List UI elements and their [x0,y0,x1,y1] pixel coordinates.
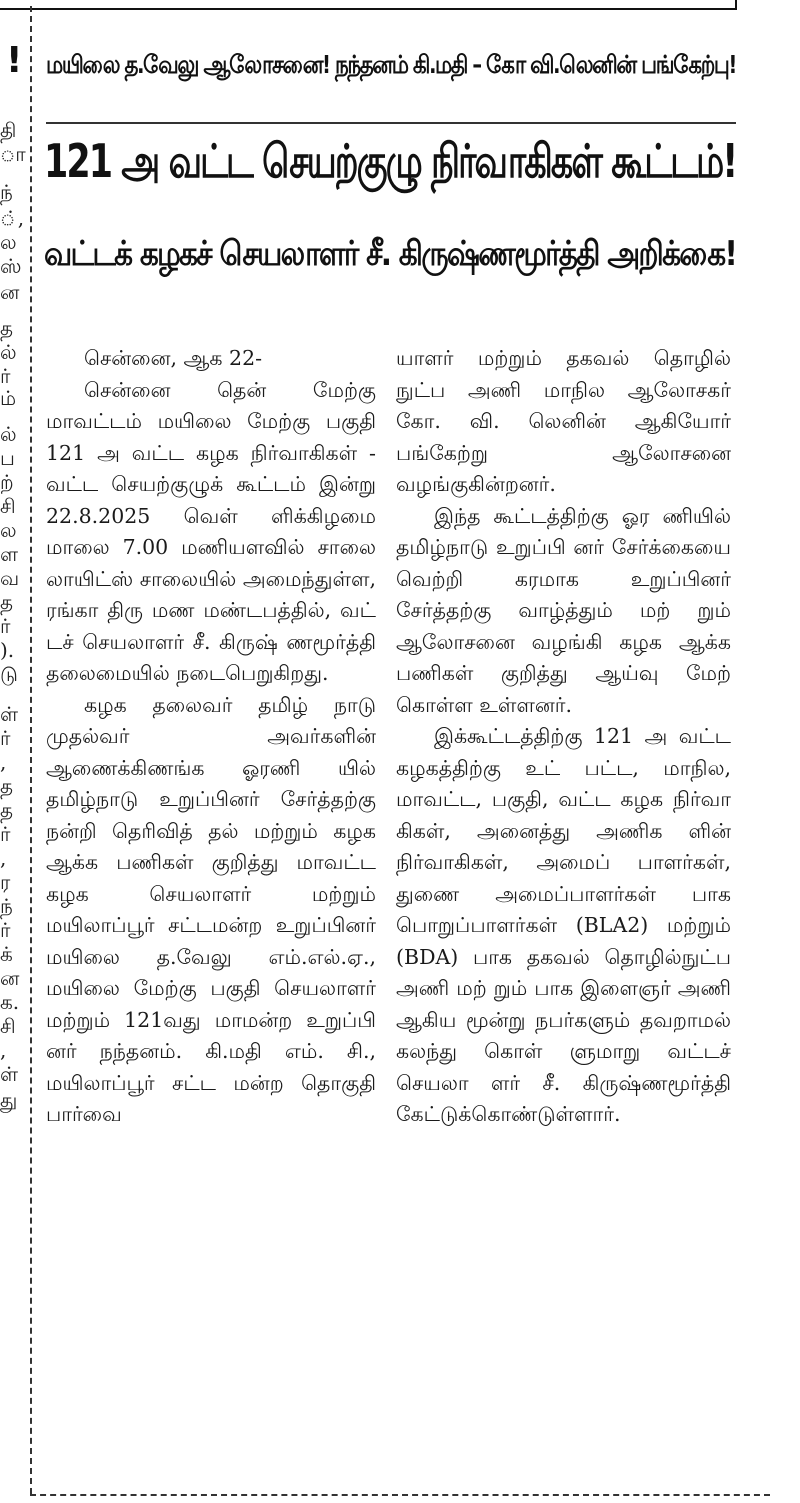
bottom-divider-dashed [30,1494,770,1496]
sub-headline: வட்டக் கழகச் செயலாளர் சீ. கிருஷ்ணமூர்த்தி அறிக்கை! [44,234,737,274]
fragment-line: க. [0,990,20,1014]
fragment-line: ர் [0,726,11,750]
fragment-line: ந் [0,894,13,918]
fragment-exclamation: ! [6,40,23,81]
fragment-line: டு [0,662,18,686]
fragment-line: த [0,590,14,614]
fragment-line: த [0,316,14,340]
fragment-line: , [0,846,7,870]
fragment-line: , [0,750,7,774]
fragment-line: தி [0,118,17,142]
fragment-line: ன [0,280,20,304]
column-divider-dashed [30,6,32,1494]
kicker-headline: மயிலை த.வேலு ஆலோசனை! நந்தனம் கி.மதி – கோ வி.லெனின் பங்கேற்பு! [46,50,736,79]
fragment-line: ர் [0,614,11,638]
fragment-line: ர் [0,822,11,846]
fragment-line: ள் [0,702,19,726]
article-column-left [46,343,376,1131]
article-paragraph: இக்கூட்டத்திற்கு 121 அ வட்ட கழகத்திற்கு உட் பட்ட, மாநில, மாவட்ட, பகுதி, வட்ட கழக நிர்வா கிகள், அனைத்து அணிக ளின் நிர்வாகிகள், அமைப் பாளர்கள், துணை அமைப்பாளர்கள் பாக பொறுப்பாளர்கள் (BLA2) மற்றும் (BDA) பாக தகவல் தொழில்நுட்ப அணி மற் றும் பாக இளைஞர் அணி ஆகிய மூன்று நபர்களும் தவறாமல் கலந்து கொள் ளுமாறு வட்டச் செயலா ளர் சீ. கிருஷ்ணமூர்த்தி கேட்டுக்கொண்டுள்ளார். [396,724,731,1126]
fragment-line: , [0,1038,7,1062]
fragment-line: ள் [0,1062,19,1086]
fragment-line: ர் [0,364,11,388]
fragment-line: க் [0,942,13,966]
fragment-line: ம் [0,386,17,410]
article-paragraph: கழக தலைவர் தமிழ் நாடு முதல்வர் அவர்களின் ஆணைக்கிணங்க ஓரணி யில் தமிழ்நாடு உறுப்பினர் சேர்த்தற்கு நன்றி தெரிவித் தல் மற்றும் கழக ஆக்க பணிகள் குறித்து மாவட்ட கழக செயலாளர் மற்றும் மயிலாப்பூர் சட்டமன்ற உறுப்பினர் மயிலை த.வேலு எம்.எல்.ஏ., மயிலை மேற்கு பகுதி செயலாளர் மற்றும் 121வது மாமன்ற உறுப்பி னர் நந்தனம். கி.மதி எம். சி., மயிலாப்பூர் சட்ட மன்ற தொகுதி பார்வை [46,692,376,1126]
kicker-rule [46,122,736,124]
fragment-line: ற் [0,470,14,494]
fragment-line: ஸ் [0,254,22,278]
top-border-rule [0,0,735,10]
fragment-line: ள [0,542,19,566]
adjacent-article-fragment [0,30,28,1480]
fragment-line: ல [0,230,17,254]
fragment-line: ). [0,638,15,662]
fragment-line: த [0,798,14,822]
fragment-line: ல் [0,422,17,446]
fragment-line: ல [0,518,17,542]
fragment-line: சி [0,1014,16,1038]
fragment-line: ா [0,142,26,166]
article-column-right [396,343,731,1131]
main-headline: 121 அ வட்ட செயற்குழு நிர்வாகிகள் கூட்டம்! [44,134,737,188]
article-dateline: சென்னை, ஆக 22- [84,346,263,370]
fragment-line: வ [0,566,20,590]
article-paragraph: சென்னை தென் மேற்கு மாவட்டம் மயிலை மேற்கு பகுதி 121 அ வட்ட கழக நிர்வாகிகள் - வட்ட செயற்குழுக் கூட்டம் இன்று 22.8.2025 வெள் ளிக்கிழமை மாலை 7.00 மணியளவில் சாலை லாயிட்ஸ் சாலையில் அமைந்துள்ள, ரங்கா திரு மண மண்டபத்தில், வட் டச் செயலாளர் சீ. கிருஷ் ணமூர்த்தி தலைமையில் நடைபெறுகிறது. [46,377,376,685]
fragment-line: சி [0,494,16,518]
fragment-line: ன [0,966,20,990]
article-paragraph: யாளர் மற்றும் தகவல் தொழில் நுட்ப அணி மாநில ஆலோசகர் கோ. வி. லெனின் ஆகியோர் பங்கேற்று ஆலோசனை வழங்குகின்றனர். [396,346,731,496]
fragment-line: ர் [0,918,11,942]
fragment-line: ந் [0,180,13,204]
fragment-line: த [0,774,14,798]
fragment-line: ர [0,870,11,894]
top-border-corner [735,0,737,10]
fragment-line: ப [0,446,15,470]
fragment-line: ், [0,206,25,230]
fragment-line: து [0,1088,18,1112]
fragment-line: ல் [0,340,17,364]
article-paragraph: இந்த கூட்டத்திற்கு ஓர ணியில் தமிழ்நாடு உறுப்பி னர் சேர்க்கையை வெற்றி கரமாக உறுப்பினர் சேர்த்தற்கு வாழ்த்தும் மற் றும் ஆலோசனை வழங்கி கழக ஆக்க பணிகள் குறித்து ஆய்வு மேற் கொள்ள உள்ளனர். [396,503,731,717]
